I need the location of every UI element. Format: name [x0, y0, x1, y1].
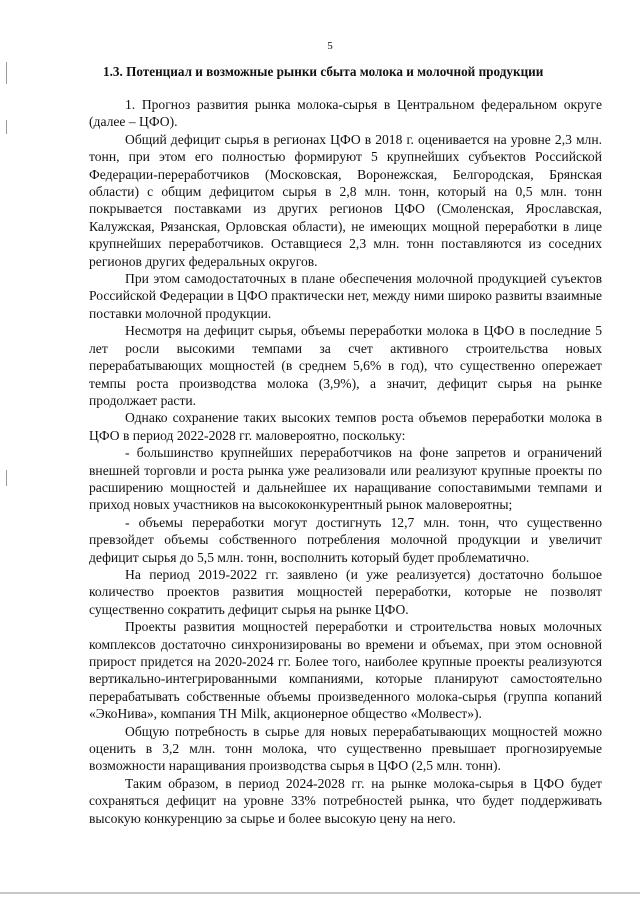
section-heading: 1.3. Потенциал и возможные рынки сбыта молока и молочной продукции: [103, 64, 544, 79]
paragraph-project-synchronization: Проекты развития мощностей переработки и строительства новых молочных комплексов достаточно синхронизированы во времени и объемах, при этом основной прирост придется на 2020-2024 гг. Более того, наиболее крупные проекты реализуются вертикально-интегрированными компаниями, которые планируют самостоятельно перерабатывать собственные объемы произведенного молока-сырья (группа копаний «ЭкоНива», компания ТН Milk, акционерное общество «Молвест»).: [89, 619, 602, 722]
page-number: 5: [327, 40, 333, 52]
paragraph-growth-unlikely: Однако сохранение таких высоких темпов роста объемов переработки молока в ЦФО в период 2022-2028 гг. маловероятно, поскольку:: [89, 410, 602, 443]
scan-margin-mark: [6, 470, 7, 486]
scan-margin-mark: [6, 62, 7, 84]
paragraph-forecast-intro: 1. Прогноз развития рынка молока-сырья в Центральном федеральном округе (далее – ЦФО).: [89, 97, 602, 130]
scan-bottom-edge: [0, 892, 640, 894]
paragraph-raw-material-need: Общую потребность в сырье для новых перерабатывающих мощностей можно оценить в 3,2 млн. тонн молока, что существенно превышает прогнозируемые возможности наращивания производства сырья в ЦФО (2,5 млн. тонн).: [89, 723, 602, 774]
paragraph-processing-growth: Несмотря на дефицит сырья, объемы переработки молока в ЦФО в последние 5 лет росли высокими темпами за счет активного строительства новых перерабатывающих мощностей (в среднем 5,6% в год), что существенно опережает темпы роста производства молока (3,9%), а значит, дефицит сырья на рынке продолжает расти.: [89, 323, 602, 408]
paragraph-self-sufficiency: При этом самодостаточных в плане обеспечения молочной продукцией суъектов Российской Федерации в ЦФО практически нет, между ними широко развиты взаимные поставки молочной продукции.: [89, 271, 602, 321]
document-body: [89, 96, 602, 827]
paragraph-conclusion: Таким образом, в период 2024-2028 гг. на рынке молока-сырья в ЦФО будет сохраняться дефицит на уровне 33% потребностей рынка, что будет поддерживать высокую конкуренцию за сырье и более высокую цену на него.: [89, 775, 602, 826]
paragraph-declared-projects: На период 2019-2022 гг. заявлено (и уже реализуется) достаточно большое количество проектов развития мощностей переработки, которые не позволят существенно сократить дефицит сырья на рынке ЦФО.: [89, 566, 602, 617]
paragraph-bullet-largest-processors: - большинство крупнейших переработчиков на фоне запретов и ограничений внешней торговли и роста рынка уже реализовали или реализуют крупные проекты по расширению мощностей и дальнейшее их наращивание сопоставимыми темпами и приход новых участников на высококонкурентный рынок маловероятны;: [89, 445, 602, 513]
scan-margin-mark: [6, 120, 7, 134]
paragraph-bullet-processing-volumes: - объемы переработки могут достигнуть 12,7 млн. тонн, что существенно превзойдет объемы собственного потребления молочной продукции и увеличит дефицит сырья до 5,5 млн. тонн, восполнить который будет проблематично.: [89, 514, 602, 565]
paragraph-total-deficit: Общий дефицит сырья в регионах ЦФО в 2018 г. оценивается на уровне 2,3 млн. тонн, при этом его полностью формируют 5 крупнейших субъектов Российской Федерации-переработчиков (Московская, Воронежская, Белгородская, Брянская области) с общим дефицитом сырья в 2,8 млн. тонн, который на 0,5 млн. тонн покрывается поставками из других регионов ЦФО (Смоленская, Ярославская, Калужская, Рязанская, Орловская области), не имеющих мощной переработки в лице крупнейших переработчиков. Оставщиеся 2,3 млн. тонн поставляются из соседних регионов других федеральных округов.: [89, 131, 602, 269]
